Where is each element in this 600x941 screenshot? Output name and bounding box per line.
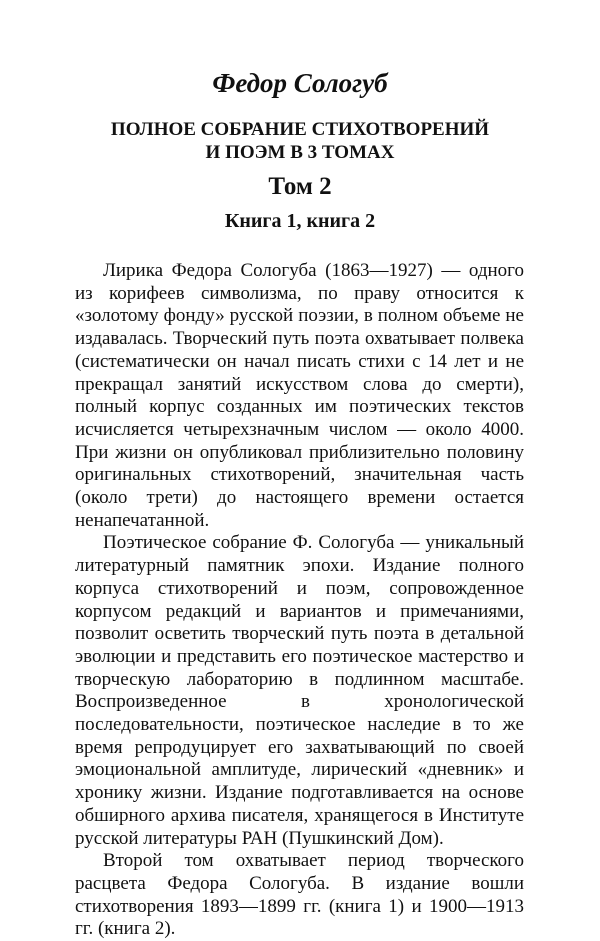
volume-number: Том 2 xyxy=(268,173,332,200)
annotation-paragraph-1: Лирика Федора Сологуба (1863—1927) — одного из корифеев символизма, по праву относится к «золотому фонду» русской поэзии, в полном объеме не издавалась. Творческий путь поэта охватывает полвека (систематически он начал писать стихи с 14 лет и не прекращал занятий искусством слова до смерти), полный корпус созданных им поэтических текстов исчисляется четырехзначным числом — около 4000. При жизни он опубликовал приблизительно половину оригинальных стихотворений, значительная часть (около трети) до настоящего времени остается ненапечатанной. xyxy=(75,260,524,531)
annotation-text xyxy=(75,260,524,941)
annotation-paragraph-3: Второй том охватывает период творческого расцвета Федора Сологуба. В издание вошли стихотворения 1893—1899 гг. (книга 1) и 1900—1913 гг. (книга 2). xyxy=(75,850,524,940)
book-title-line-1: ПОЛНОЕ СОБРАНИЕ СТИХОТВОРЕНИЙ xyxy=(110,119,490,140)
book-title xyxy=(0,118,600,164)
author-name: Федор Сологуб xyxy=(212,68,388,98)
book-parts: Книга 1, книга 2 xyxy=(224,210,376,232)
annotation-paragraph-2: Поэтическое собрание Ф. Сологуба — уникальный литературный памятник эпохи. Издание полного корпуса стихотворений и поэм, сопровожденное корпусом редакций и вариантов и примечаниями, позволит осветить творческий путь поэта в детальной эволюции и представить его поэтическое мастерство и творческую лабораторию в подлинном масштабе. Воспроизведенное в хронологической последовательности, поэтическое наследие в то же время репродуцирует его захватывающий по своей эмоциональной амплитуде, лирический «дневник» и хронику жизни. Издание подготавливается на основе обширного архива писателя, хранящегося в Институте русской литературы РАН (Пушкинский Дом). xyxy=(75,532,524,849)
book-title-line-2: И ПОЭМ В 3 ТОМАХ xyxy=(205,142,395,163)
